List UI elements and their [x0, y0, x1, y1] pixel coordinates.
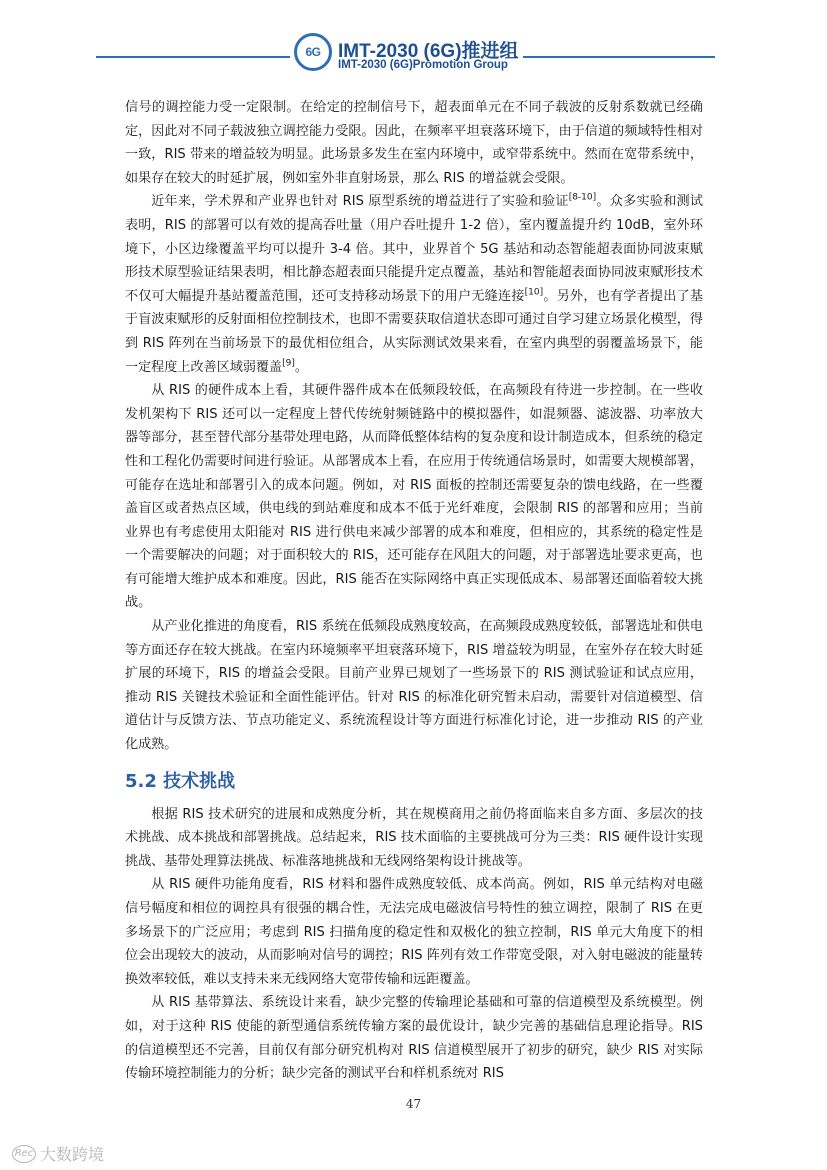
watermark-text: 大数跨境 — [40, 1145, 105, 1164]
header-rule-left — [96, 56, 290, 58]
logo-text: 6G — [305, 45, 321, 59]
paragraph-text: 。另外，也有学者提出了基于盲波束赋形的反射面相位控制技术，也即不需要获取信道状态即可通过自学习建立场景化模型，得到 RIS 阵列在当前场景下的最优相位组合，从实际测试效果来看，在室内典型的弱覆盖场景下，能一定程度上改善区域弱覆盖 — [125, 288, 704, 375]
document-body — [125, 96, 703, 1086]
paragraph-text: 近年来，学术界和产业界也针对 RIS 原型系统的增益进行了实验和验证 — [151, 194, 569, 210]
citation: [8-10] — [568, 193, 597, 204]
paragraph — [125, 190, 703, 379]
paragraph-text: 。众多实验和测试表明，RIS 的部署可以有效的提高吞吐量（用户吞吐提升 1-2 倍），室内覆盖提升约 10dB，室外环境下，小区边缘覆盖平均可以提升 3-4 倍。其中，业界首个 5G 基站和动态智能超表面协同波束赋形技术原型验证结果表明，相比静态超表面只能提升定点覆盖，基站和智能超表面协同波束赋形技术不仅可大幅提升基站覆盖范围，还可支持移动场景下的用户无缝连接 — [125, 194, 703, 304]
section-heading: 5.2 技术挑战 — [125, 770, 236, 792]
paragraph: 信号的调控能力受一定限制。在给定的控制信号下，超表面单元在不同子载波的反射系数就已经确定，因此对不同子载波独立调控能力受限。因此，在频率平坦衰落环境下，由于信道的频域特性相对一致，RIS 带来的增益较为明显。此场景多发生在室内环境中，或窄带系统中。然而在宽带系统中，如果存在较大的时延扩展，例如室外非直射场景，那么 RIS 的增益就会受限。 — [125, 100, 703, 186]
paragraph-text: 。 — [294, 359, 308, 375]
watermark — [12, 1142, 104, 1165]
watermark-logo-icon: Rec — [12, 1145, 36, 1163]
page-number: 47 — [405, 1097, 422, 1111]
paragraph: 从 RIS 的硬件成本上看，其硬件器件成本在低频段较低，在高频段有待进一步控制。在一些收发机架构下 RIS 还可以一定程度上替代传统射频链路中的模拟器件，如混频器、滤波器、功率放大器等部分，甚至替代部分基带处理电路，从而降低整体结构的复杂度和设计制造成本，但系统的稳定性和工程化仍需要时间进行验证。从部署成本上看，在应用于传统通信场景时，如需要大规模部署，可能存在选址和部署引入的成本问题。例如，对 RIS 面板的控制还需要复杂的馈电线路，在一些覆盖盲区或者热点区域，供电线的到站难度和成本不低于光纤难度，会限制 RIS 的部署和应用；当前业界也有考虑使用太阳能对 RIS 进行供电来减少部署的成本和难度，但相应的，其系统的稳定性是一个需要解决的问题；对于面积较大的 RIS，还可能存在风阻大的问题，对于部署选址要求更高，也有可能增大维护成本和难度。因此，RIS 能否在实际网络中真正实现低成本、易部署还面临着较大挑战。 — [125, 383, 703, 611]
paragraph: 从产业化推进的角度看，RIS 系统在低频段成熟度较高，在高频段成熟度较低，部署选址和供电等方面还存在较大挑战。在室内环境频率平坦衰落环境下，RIS 增益较为明显，在室外存在较大时延扩展的环境下，RIS 的增益会受限。目前产业界已规划了一些场景下的 RIS 测试验证和试点应用，推动 RIS 关键技术验证和全面性能评估。针对 RIS 的标准化研究暂未启动，需要针对信道模型、信道估计与反馈方法、节点功能定义、系统流程设计等方面进行标准化讨论，进一步推动 RIS 的产业化成熟。 — [125, 619, 703, 753]
citation: [10] — [524, 287, 544, 298]
citation: [9] — [282, 358, 295, 369]
paragraph: 根据 RIS 技术研究的进展和成熟度分析，其在规模商用之前仍将面临来自多方面、多层次的技术挑战、成本挑战和部署挑战。总结起来，RIS 技术面临的主要挑战可分为三类：RIS 硬件设计实现挑战、基带处理算法挑战、标准落地挑战和无线网络架构设计挑战等。 — [125, 806, 703, 869]
imt2030-logo-icon — [294, 33, 332, 71]
header-rule-right — [523, 56, 715, 58]
page-header — [0, 0, 827, 90]
paragraph: 从 RIS 基带算法、系统设计来看，缺少完整的传输理论基础和可靠的信道模型及系统模型。例如，对于这种 RIS 使能的新型通信系统传输方案的最优设计，缺少完善的基础信息理论指导。RIS 的信道模型还不完善，目前仅有部分研究机构对 RIS 信道模型展开了初步的研究，缺少 RIS 对实际传输环境控制能力的分析；缺少完备的测试平台和样机系统对 RIS — [125, 995, 703, 1082]
brand-subtitle: IMT-2030 (6G)Promotion Group — [338, 59, 508, 71]
paragraph: 从 RIS 硬件功能角度看，RIS 材料和器件成熟度较低、成本尚高。例如，RIS 单元结构对电磁信号幅度和相位的调控具有很强的耦合性，无法完成电磁波信号特性的独立调控，限制了 RIS 在更多场景下的广泛应用；考虑到 RIS 扫描角度的稳定性和双极化的独立控制，RIS 单元大角度下的相位会出现较大的波动，从而影响对信号的调控；RIS 阵列有效工作带宽受限，对入射电磁波的能量转换效率较低，难以支持未来无线网络大宽带传输和远距覆盖。 — [125, 877, 703, 987]
brand-title: IMT-2030 (6G)推进组 — [338, 41, 519, 62]
